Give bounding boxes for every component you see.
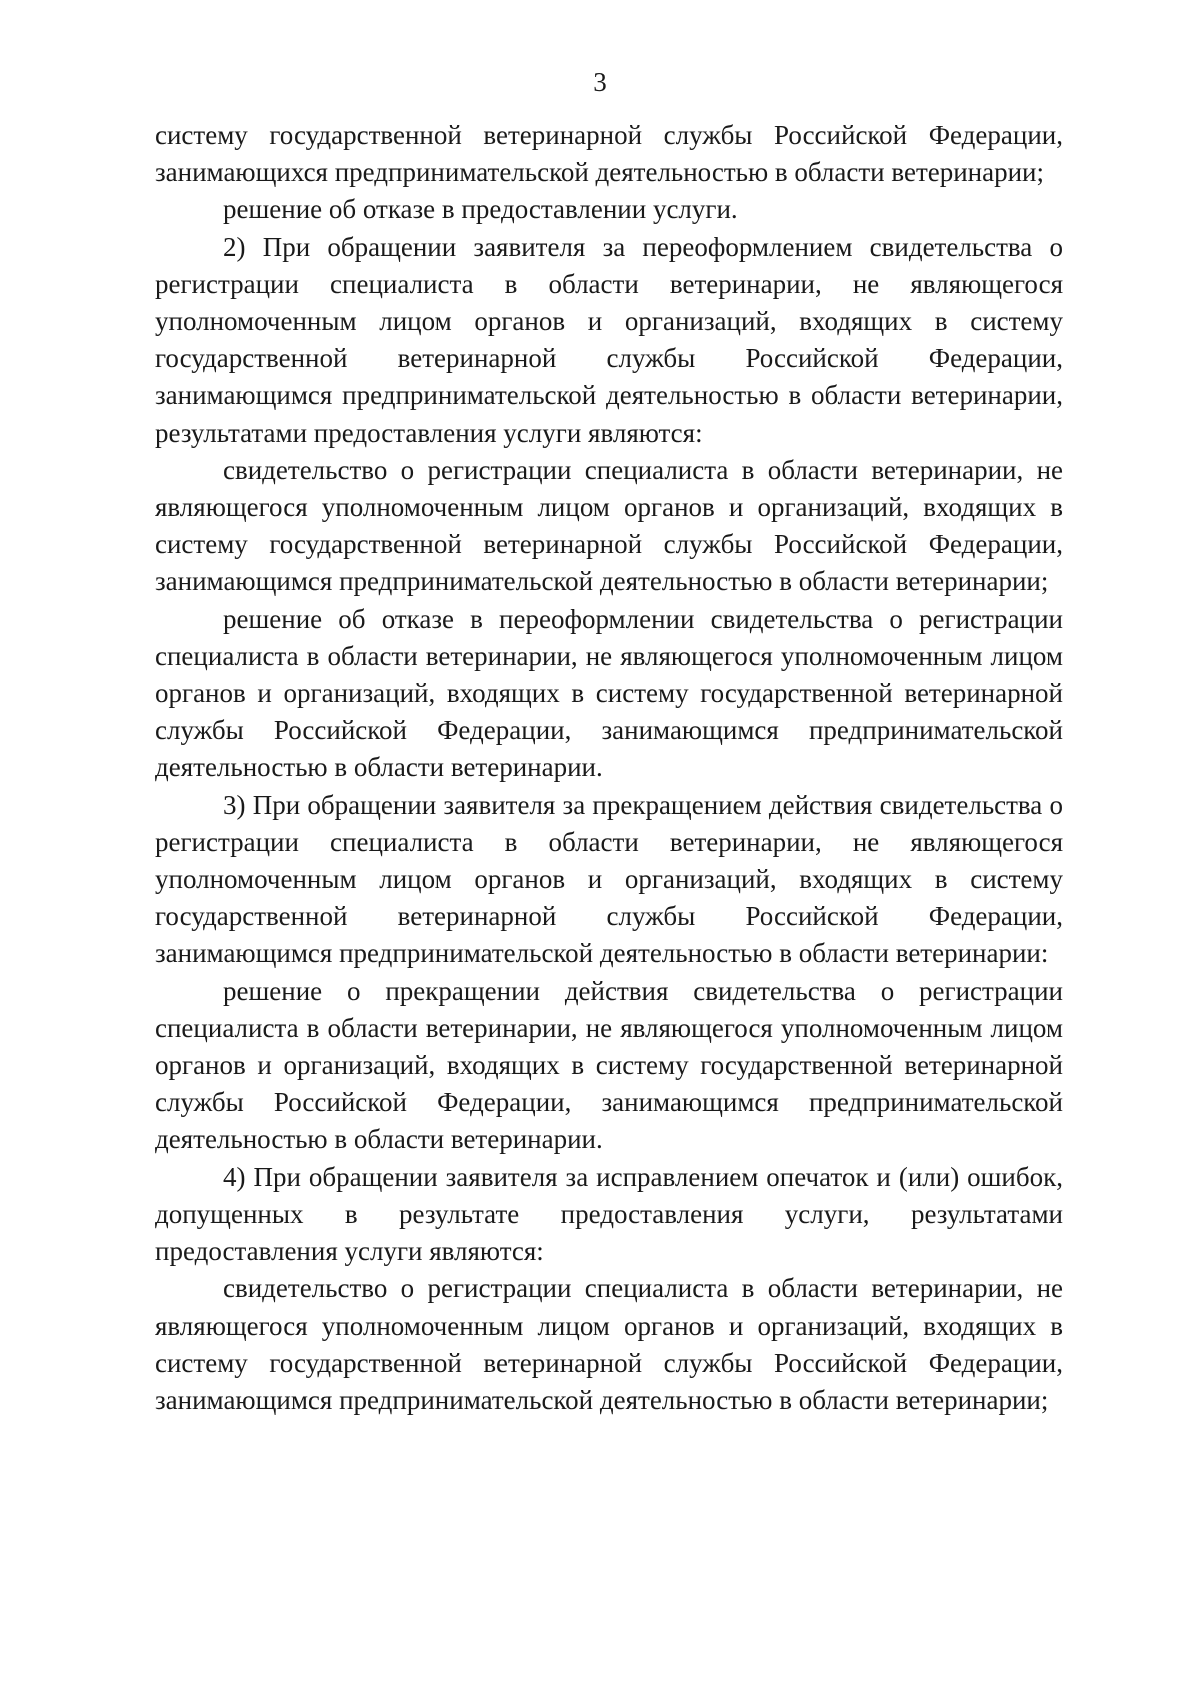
paragraph-item-2: 2) При обращении заявителя за переоформлением свидетельства о регистрации специалиста в области ветеринарии, не являющегося уполномоченным лицом органов и организаций, входящих в систему государственной ветеринарной службы Российской Федерации, занимающимся предпринимательской деятельностью в области ветеринарии, результатами предоставления услуги являются: <box>155 231 1063 448</box>
paragraph-continuation: систему государственной ветеринарной службы Российской Федерации, занимающихся предпринимательской деятельностью в области ветеринарии; <box>155 120 1063 188</box>
page-number: 3 <box>593 67 607 97</box>
paragraph-termination-decision: решение о прекращении действия свидетельства о регистрации специалиста в области ветеринарии, не являющегося уполномоченным лицом органов и организаций, входящих в систему государственной ветеринарной службы Российской Федерации, занимающимся предпринимательской деятельностью в области ветеринарии. <box>155 975 1063 1155</box>
document-body <box>155 117 1063 1419</box>
paragraph-item-3: 3) При обращении заявителя за прекращением действия свидетельства о регистрации специалиста в области ветеринарии, не являющегося уполномоченным лицом органов и организаций, входящих в систему государственной ветеринарной службы Российской Федерации, занимающимся предпринимательской деятельностью в области ветеринарии: <box>155 789 1063 969</box>
paragraph-item-4: 4) При обращении заявителя за исправлением опечаток и (или) ошибок, допущенных в результате предоставления услуги, результатами предоставления услуги являются: <box>155 1161 1063 1267</box>
paragraph-refusal-decision: решение об отказе в предоставлении услуги. <box>223 194 738 225</box>
paragraph-certificate-corrected: свидетельство о регистрации специалиста в области ветеринарии, не являющегося уполномоченным лицом органов и организаций, входящих в систему государственной ветеринарной службы Российской Федерации, занимающимся предпринимательской деятельностью в области ветеринарии; <box>155 1273 1063 1415</box>
paragraph-reissue-refusal: решение об отказе в переоформлении свидетельства о регистрации специалиста в области ветеринарии, не являющегося уполномоченным лицом органов и организаций, входящих в систему государственной ветеринарной службы Российской Федерации, занимающимся предпринимательской деятельностью в области ветеринарии. <box>155 603 1063 783</box>
paragraph-certificate: свидетельство о регистрации специалиста в области ветеринарии, не являющегося уполномоченным лицом органов и организаций, входящих в систему государственной ветеринарной службы Российской Федерации, занимающимся предпринимательской деятельностью в области ветеринарии; <box>155 454 1063 597</box>
